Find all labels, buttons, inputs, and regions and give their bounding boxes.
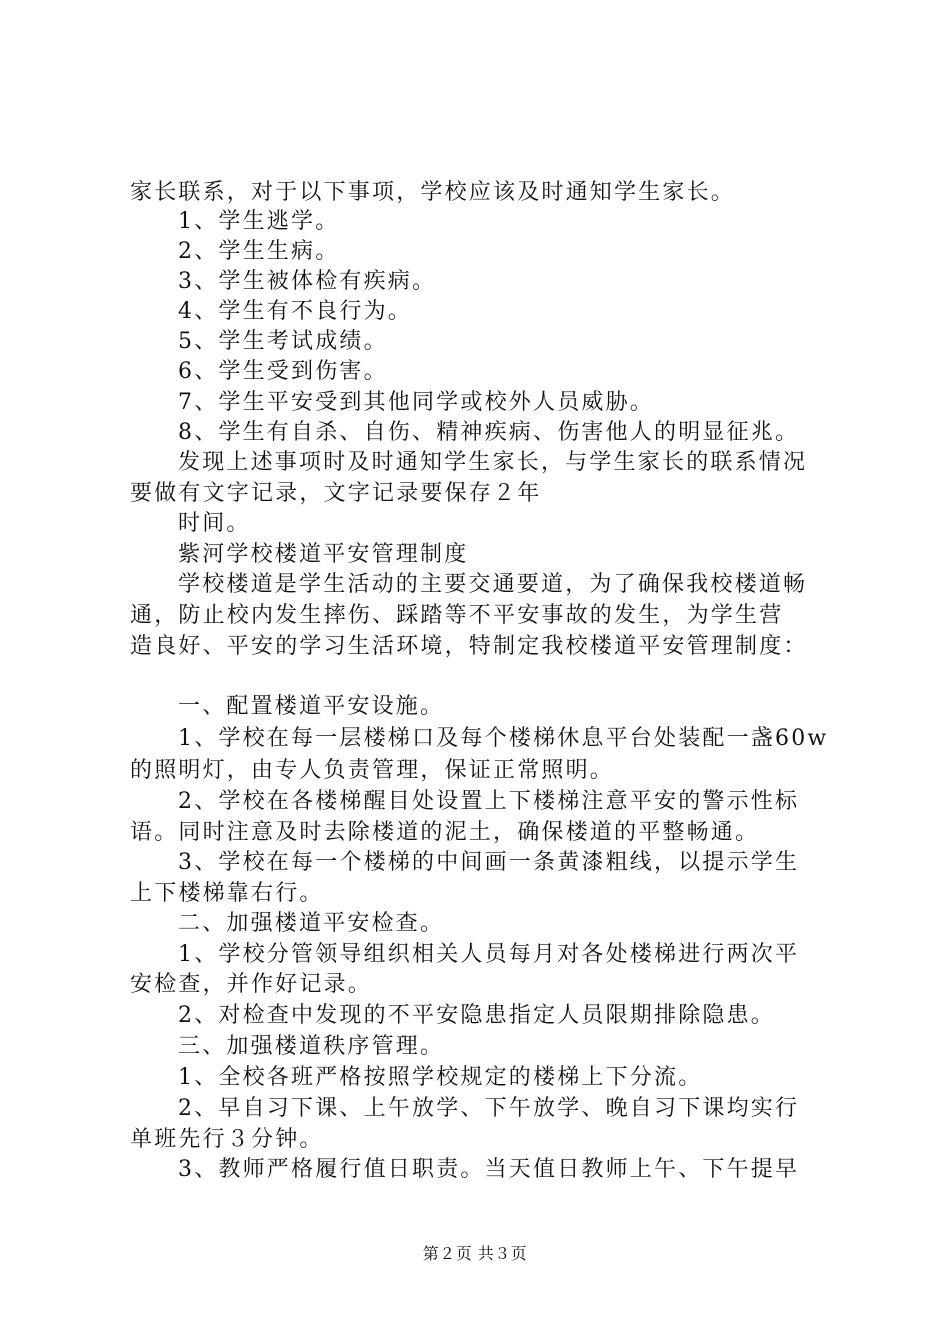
text-line: 发现上述事项时及时通知学生家长，与学生家长的联系情况 <box>178 450 808 475</box>
text-line: 要做有文字记录，文字记录要保存２年 <box>130 481 542 506</box>
text-line: 上下楼梯靠右行。 <box>130 881 324 906</box>
text-line: 2、对检查中发现的不平安隐患指定人员限期排除隐患。 <box>178 1003 775 1028</box>
list-item: 6、学生受到伤害。 <box>178 359 388 384</box>
text-line: 1、全校各班严格按照学校规定的楼梯上下分流。 <box>178 1065 703 1090</box>
section-heading: 二、加强楼道平安检查。 <box>178 911 445 936</box>
text-line: 家长联系，对于以下事项，学校应该及时通知学生家长。 <box>130 180 736 205</box>
list-item: 5、学生考试成绩。 <box>178 329 388 354</box>
text-line: 单班先行３分钟。 <box>130 1127 324 1152</box>
text-line: 的照明灯，由专人负责管理，保证正常照明。 <box>130 758 615 783</box>
text-line: 时间。 <box>178 511 251 536</box>
text-line: 3、教师严格履行值日职责。当天值日教师上午、下午提早 <box>178 1157 800 1182</box>
text-line: 2、学校在各楼梯醒目处设置上下楼梯注意平安的警示性标 <box>178 789 800 814</box>
text-line: 1、学校分管领导组织相关人员每月对各处楼梯进行两次平 <box>178 942 800 967</box>
section-heading: 三、加强楼道秩序管理。 <box>178 1034 445 1059</box>
list-item: 4、学生有不良行为。 <box>178 299 412 324</box>
list-item: 2、学生生病。 <box>178 239 340 264</box>
text-line: 1、学校在每一层楼梯口及每个楼梯休息平台处装配一盏60w <box>178 726 829 751</box>
section-heading: 一、配置楼道平安设施。 <box>178 694 445 719</box>
text-line: 通，防止校内发生摔伤、踩踏等不平安事故的发生，为学生营 <box>130 603 784 628</box>
list-item: 7、学生平安受到其他同学或校外人员威胁。 <box>178 390 654 415</box>
section-title: 紫河学校楼道平安管理制度 <box>178 542 469 567</box>
text-line: 学校楼道是学生活动的主要交通要道，为了确保我校楼道畅 <box>178 572 808 597</box>
text-line: 安检查，并作好记录。 <box>130 972 373 997</box>
text-line: 语。同时注意及时去除楼道的泥土，确保楼道的平整畅通。 <box>130 820 760 845</box>
page-footer: 第２页 共３页 <box>422 1244 528 1263</box>
list-item: 8、学生有自杀、自伤、精神疾病、伤害他人的明显征兆。 <box>178 420 800 445</box>
text-line: 造良好、平安的学习生活环境，特制定我校楼道平安管理制度： <box>130 634 808 659</box>
list-item: 3、学生被体检有疾病。 <box>178 269 437 294</box>
list-item: 1、学生逃学。 <box>178 209 340 234</box>
text-line: 2、早自习下课、上午放学、下午放学、晚自习下课均实行 <box>178 1096 800 1121</box>
text-line: 3、学校在每一个楼梯的中间画一条黄漆粗线，以提示学生 <box>178 850 800 875</box>
